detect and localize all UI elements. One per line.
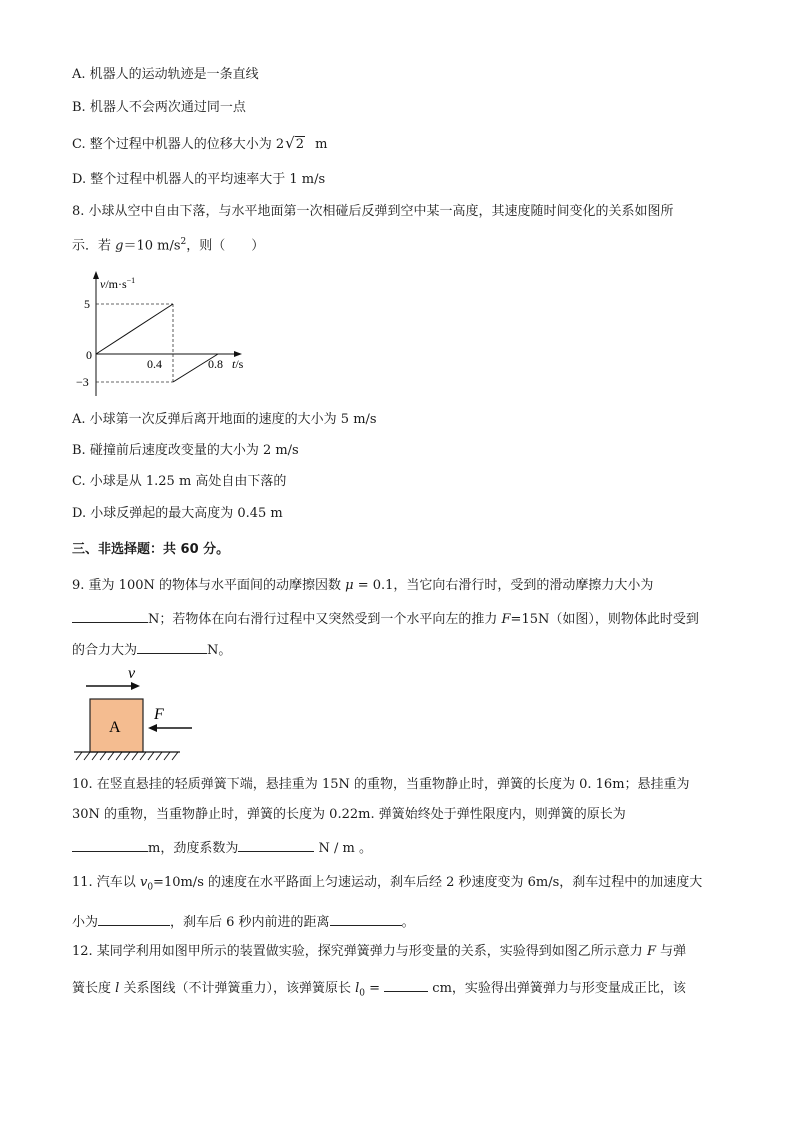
symbol-mu: μ	[345, 578, 354, 593]
q12-line2	[72, 977, 686, 1003]
q7-option-b: B. 机器人不会两次通过同一点	[72, 100, 246, 115]
q9-text: 的合力大为	[72, 643, 138, 658]
q12-text: 关系图线（不计弹簧重力），该弹簧原长	[119, 981, 356, 996]
velocity-label: v	[128, 665, 136, 682]
q11-text: =10m/s 的速度在水平路面上匀速运动，刹车后经 2 秒速度变为 6m/s，刹车过程中的加速度大	[153, 875, 703, 890]
graph-y-tick-5: 5	[84, 297, 90, 311]
graph-origin-label: 0	[86, 348, 92, 362]
symbol-v: v	[139, 875, 148, 890]
q8-symbol-g: g	[115, 238, 124, 254]
velocity-time-graph	[70, 268, 260, 398]
q9-text: 9. 重为 100N 的物体与水平面间的动摩擦因数	[72, 578, 346, 593]
block-label: A	[109, 719, 121, 736]
q8-option-c: C. 小球是从 1.25 m 高处自由下落的	[72, 474, 287, 489]
q9-text: N；若物体在向右滑行过程中又突然受到一个水平向左的推力	[148, 612, 502, 627]
q7-option-d: D. 整个过程中机器人的平均速率大于 1 m/s	[72, 172, 326, 187]
q11-text: 11. 汽车以	[72, 875, 140, 890]
sqrt-radicand: 2	[295, 137, 304, 152]
q11-line1	[72, 874, 702, 897]
q10-line1: 10. 在竖直悬挂的轻质弹簧下端，悬挂重为 15N 的重物，当重物静止时，弹簧的长度为 0. 16m；悬挂重为	[72, 777, 690, 792]
q9-text: N。	[207, 643, 232, 658]
q8-stem-line2	[72, 233, 264, 255]
ground-hatching	[76, 752, 178, 760]
subscript: 0	[359, 988, 365, 999]
sqrt-symbol: √2	[285, 134, 304, 152]
answer-blank[interactable]	[330, 911, 402, 926]
q12-text: cm，实验得出弹簧弹力与形变量成正比，该	[428, 981, 686, 996]
q11-line2	[72, 911, 415, 932]
q11-text: ，刹车后 6 秒内前进的距离	[170, 915, 330, 930]
q7-option-c-text: C. 整个过程中机器人的位移大小为 2	[72, 137, 285, 152]
q12-text: 12. 某同学利用如图甲所示的装置做实验，探究弹簧弹力与形变量的关系，实验得到如图乙所示意力	[72, 944, 647, 959]
answer-blank[interactable]	[72, 608, 148, 623]
symbol-l: l	[115, 981, 120, 996]
q10-text: m，劲度系数为	[148, 841, 239, 856]
graph-x-label: t/s	[232, 357, 244, 371]
q12-line1	[72, 943, 686, 961]
q9-line3	[72, 639, 231, 660]
subscript: 0	[147, 882, 154, 893]
block-force-diagram	[70, 664, 200, 762]
q7-option-a: A. 机器人的运动轨迹是一条直线	[72, 67, 259, 82]
symbol-f: F	[501, 612, 511, 627]
q11-text: 小为	[72, 915, 99, 930]
q8-superscript: 2	[180, 237, 187, 247]
answer-blank[interactable]	[238, 837, 314, 852]
q8-stem-text: ＝10 m/s	[123, 238, 181, 254]
q12-text: 簧长度	[72, 981, 116, 996]
answer-blank[interactable]	[137, 639, 207, 654]
q11-text: 。	[401, 915, 415, 930]
q9-line2	[72, 608, 699, 629]
force-label: F	[154, 706, 164, 723]
section-heading: 三、非选择题：共 60 分。	[72, 542, 230, 557]
graph-x-tick-08: 0.8	[208, 357, 223, 371]
q10-text: N / m 。	[314, 841, 372, 856]
q10-line2: 30N 的重物，当重物静止时，弹簧的长度为 0.22m. 弹簧始终处于弹性限度内，则弹簧的原长为	[72, 807, 626, 822]
answer-blank[interactable]	[384, 977, 428, 992]
q8-option-d: D. 小球反弹起的最大高度为 0.45 m	[72, 506, 283, 521]
q8-option-a: A. 小球第一次反弹后离开地面的速度的大小为 5 m/s	[72, 412, 377, 427]
q9-line1	[72, 577, 653, 595]
q7-option-c	[72, 134, 327, 154]
symbol-l0: l	[355, 981, 360, 996]
q9-text: = 0.1，当它向右滑行时，受到的滑动摩擦力大小为	[353, 578, 654, 593]
answer-blank[interactable]	[98, 911, 170, 926]
graph-y-label: $v/m\cdot s^{-1}$	[100, 276, 136, 291]
q8-stem-text: ，则（ ）	[186, 238, 265, 254]
q9-text: =15N（如图），则物体此时受到	[510, 612, 699, 627]
q8-stem-line1: 8. 小球从空中自由下落，与水平地面第一次相碰后反弹到空中某一高度，其速度随时间变化的关系如图所	[72, 204, 674, 219]
q8-stem-text: 示．若	[72, 238, 116, 254]
q8-option-b: B. 碰撞前后速度改变量的大小为 2 m/s	[72, 443, 299, 458]
graph-x-tick-04: 0.4	[147, 357, 162, 371]
q12-text: =	[364, 981, 385, 996]
symbol-f: F	[646, 944, 656, 959]
q10-line3	[72, 837, 372, 858]
graph-y-tick-minus3: −3	[76, 375, 89, 389]
q7-option-c-unit: m	[315, 137, 328, 152]
q12-text: 与弹	[655, 944, 687, 959]
answer-blank[interactable]	[72, 837, 148, 852]
